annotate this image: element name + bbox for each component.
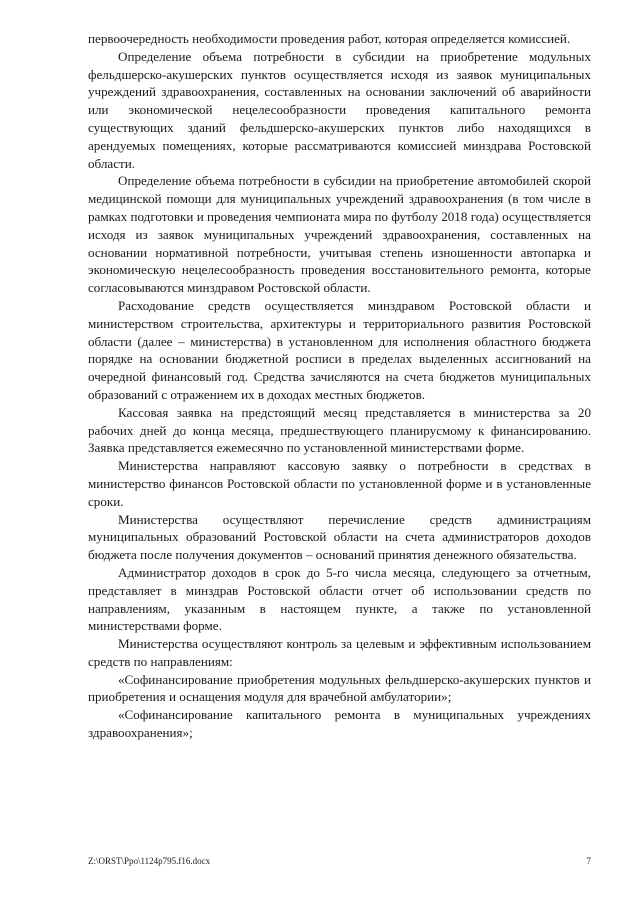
paragraph: Министерства осуществляют контроль за целевым и эффективным использованием средств по направлениям:: [88, 636, 591, 669]
paragraph: Кассовая заявка на предстоящий месяц представляется в министерства за 20 рабочих дней до конца месяца, предшествующего планирусмому к финансированию. Заявка представляется ежемесячно по установленной министерствами форме.: [88, 404, 591, 456]
paragraph: «Софинансирование приобретения модульных фельдшерско-акушерских пунктов и приобретения и оснащения модуля для врачебной амбулатории»;: [88, 671, 591, 705]
paragraph: Расходование средств осуществляется минздравом Ростовской области и министерством строительства, архитектуры и территориального развития Ростовской области (далее – министерства) в установленном для исполнения областного бюджета порядке на основании бюджетной росписи в пределах выделенных ассигнований на очередной финансовый год. Средства зачисляются на счета бюджетов муниципальных образований с отражением их в доходах местных бюджетов.: [88, 297, 591, 402]
page-footer: [88, 855, 591, 869]
paragraph: Министерства осуществляют перечисление средств администрациям муниципальных образований Ростовской области на счета администраторов доходов бюджета после получения документов – оснований принятия денежного обязательства.: [88, 511, 591, 563]
page-number: 7: [586, 856, 591, 866]
footer-file-path: Z:\ORST\Ppo\1124p795.f16.docx: [88, 856, 211, 866]
paragraph: «Софинансирование капитального ремонта в муниципальных учреждениях здравоохранения»;: [88, 707, 591, 741]
paragraph: Министерства направляют кассовую заявку о потребности в средствах в министерство финансов Ростовской области по установленной форме и в установленные сроки.: [88, 458, 591, 509]
paragraph: Определение объема потребности в субсидии на приобретение модульных фельдшерско-акушерских пунктов осуществляется исходя из заявок муниципальных учреждений здравоохранения, составленных на основании заключений об аварийности или экономической нецелесообразности проведения капитального ремонта существующих зданий фельдшерско-акушерских пунктов либо находящихся в арендуемых помещениях, которые рассматриваются комиссией минздрава Ростовской области.: [88, 48, 591, 171]
paragraph: Администратор доходов в срок до 5-го числа месяца, следующего за отчетным, представляет в минздрав Ростовской области отчет об использовании средств по направлениям, указанным в настоящем пункте, а также по установленной министерствами форме.: [88, 564, 591, 634]
paragraph: Определение объема потребности в субсидии на приобретение автомобилей скорой медицинской помощи для муниципальных учреждений здравоохранения (в том числе в рамках подготовки и проведения чемпионата мира по футболу 2018 года) осуществляется исходя из заявок муниципальных учреждений здравоохранения, составленных на основании нормативной потребности, учитывая степень изношенности автопарка и экономическую нецелесообразность проведения восстановительного ремонта, которые согласовываются минздравом Ростовской области.: [88, 173, 591, 296]
paragraph: первоочередность необходимости проведения работ, которая определяется комиссией.: [88, 31, 571, 46]
document-body: [88, 30, 591, 742]
